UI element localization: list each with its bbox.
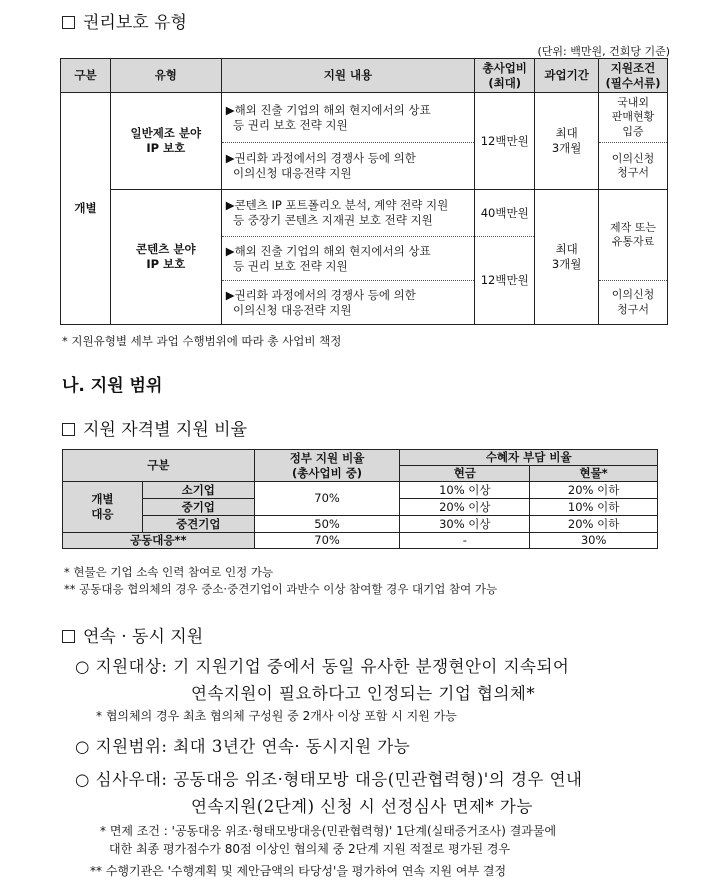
- table2-note-1: * 현물은 기업 소속 인력 참여로 인정 가능: [64, 565, 274, 579]
- cash-mid: 20% 이상: [400, 499, 530, 516]
- kind-mid: 10% 이하: [530, 499, 658, 516]
- cash-small: 10% 이상: [400, 482, 530, 499]
- gov-ratio-small-mid: 70%: [254, 482, 400, 516]
- support-ratio-table: [62, 449, 658, 549]
- th-gov-ratio: 정부 지원 비율 (총사업비 중): [254, 450, 400, 482]
- cost-cell-3: 12백만원: [475, 237, 535, 325]
- cash-midsize: 30% 이상: [400, 516, 530, 533]
- content-row-1: ▶해외 진출 기업의 해외 현지에서의 상표 등 권리 보호 전략 지원: [221, 93, 475, 143]
- th-in-kind: 현물*: [530, 466, 658, 482]
- cash-joint: -: [400, 533, 530, 549]
- bullet-preference-line-2: 연속지원(2단계) 신청 시 선정심사 면제* 가능: [191, 797, 533, 816]
- group-individual: 개별 대응: [63, 482, 143, 533]
- section-heading-continuous: [62, 622, 203, 647]
- row-label-midsize: 중견기업: [142, 516, 254, 533]
- content-row-4: ▶해외 진출 기업의 해외 현지에서의 상표 등 권리 보호 전략 지원: [221, 237, 475, 281]
- checkbox-square-icon: [62, 423, 75, 436]
- note-agency: ** 수행기관은 '수행계획 및 제안금액의 타당성'을 평가하여 연속 지원 여부 결정: [90, 864, 507, 878]
- protection-type-table: [60, 58, 668, 325]
- th-gubun: 구분: [63, 450, 255, 482]
- heading-text: 연속 · 동시 지원: [83, 627, 204, 647]
- th-beneficiary: 수혜자 부담 비율: [400, 450, 658, 466]
- section-title-support-scope: 나. 지원 범위: [62, 376, 163, 396]
- heading-text: 권리보호 유형: [83, 13, 187, 33]
- heading-text: 지원 자격별 지원 비율: [83, 420, 248, 440]
- condition-cell-4: 이의신청 청구서: [599, 281, 668, 325]
- period-cell-1: 최대 3개월: [535, 93, 599, 190]
- bullet-preference-line-1: ○ 심사우대: 공동대응 위조·형태모방 대응(민관협력형)'의 경우 연내: [75, 770, 583, 789]
- section-heading-protection-types: [62, 8, 187, 33]
- content-row-3: ▶콘텐츠 IP 포트폴리오 분석, 계약 전략 지원 등 중장기 콘텐츠 지재권 보호 전략 지원: [221, 190, 475, 237]
- note-exemption-1: * 면제 조건 : '공동대응 위조·형태모방대응(민관협력형)' 1단계(실태증거조사) 결과물에: [100, 824, 557, 838]
- bullet-target-line-2: 연속지원이 필요하다고 인정되는 기업 협의체*: [191, 684, 536, 703]
- row-label-small: 소기업: [142, 482, 254, 499]
- checkbox-square-icon: [62, 630, 75, 643]
- condition-cell-2: 이의신청 청구서: [599, 143, 668, 190]
- unit-note: (단위: 백만원, 건회당 기준): [537, 45, 670, 58]
- table1-footnote: * 지원유형별 세부 과업 수행범위에 따라 총 사업비 책정: [62, 334, 342, 348]
- group-cell: 개별: [61, 93, 111, 325]
- condition-cell-3: 제작 또는 유통자료: [599, 190, 668, 281]
- bullet-target-line-1: ○ 지원대상: 기 지원기업 중에서 동일 유사한 분쟁현안이 지속되어: [75, 657, 570, 676]
- condition-cell-1: 국내외 판매현황 입증: [599, 93, 668, 143]
- type-general: 일반제조 분야 IP 보호: [110, 93, 221, 190]
- content-row-2: ▶권리화 과정에서의 경쟁사 등에 의한 이의신청 대응전략 지원: [221, 143, 475, 190]
- th-content: 지원 내용: [221, 59, 475, 93]
- kind-midsize: 20% 이하: [530, 516, 658, 533]
- bullet-scope: ○ 지원범위: 최대 3년간 연속· 동시지원 가능: [75, 737, 411, 756]
- checkbox-square-icon: [62, 16, 75, 29]
- row-label-mid: 중기업: [142, 499, 254, 516]
- cost-cell-1: 12백만원: [475, 93, 535, 190]
- kind-joint: 30%: [530, 533, 658, 549]
- cost-cell-2: 40백만원: [475, 190, 535, 237]
- table2-note-2: ** 공동대응 협의체의 경우 중소·중견기업이 과반수 이상 참여할 경우 대기업 참여 가능: [64, 582, 498, 596]
- gov-ratio-joint: 70%: [254, 533, 400, 549]
- row-label-joint: 공동대응**: [63, 533, 255, 549]
- type-content: 콘텐츠 분야 IP 보호: [110, 190, 221, 325]
- th-cost: 총사업비 (최대): [475, 59, 535, 93]
- th-gubun: 구분: [61, 59, 111, 93]
- section-heading-ratio: [62, 415, 247, 440]
- note-exemption-2: 대한 최종 평가점수가 80점 이상인 협의체 중 2단계 지원 적절로 평가된 경우: [109, 842, 511, 856]
- th-condition: 지원조건 (필수서류): [599, 59, 668, 93]
- th-cash: 현금: [400, 466, 530, 482]
- period-cell-2: 최대 3개월: [535, 190, 599, 325]
- kind-small: 20% 이하: [530, 482, 658, 499]
- content-row-5: ▶권리화 과정에서의 경쟁사 등에 의한 이의신청 대응전략 지원: [221, 281, 475, 325]
- th-type: 유형: [110, 59, 221, 93]
- gov-ratio-midsize: 50%: [254, 516, 400, 533]
- note-consortium: * 협의체의 경우 최초 협의체 구성원 중 2개사 이상 포함 시 지원 가능: [96, 709, 457, 723]
- th-period: 과업기간: [535, 59, 599, 93]
